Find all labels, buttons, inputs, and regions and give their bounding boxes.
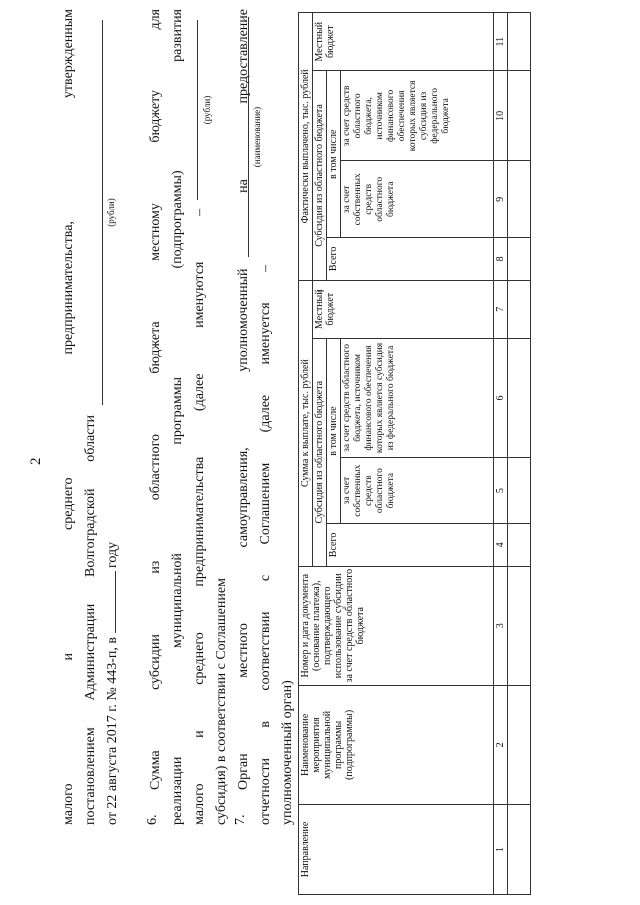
column-number: 3 [494, 566, 508, 685]
column-number: 2 [494, 685, 508, 804]
intro-word: и [61, 653, 76, 661]
intro-line-1 [58, 9, 80, 825]
year-blank [103, 571, 116, 633]
table-cell[interactable] [508, 161, 531, 238]
table-cell[interactable] [508, 338, 531, 457]
unit-note: (рубли) [202, 95, 212, 125]
table-cell[interactable] [508, 685, 531, 804]
header-own-funds: за счет собственных средств областного бюджета [341, 458, 494, 524]
item-6-number: 6. [145, 814, 160, 825]
item-6-line: Сумма субсидии из областного бюджета местному бюджету для [148, 9, 163, 790]
table-cell[interactable] [508, 524, 531, 566]
header-local-budget: Местный бюджет [313, 13, 494, 71]
column-number: 11 [494, 13, 508, 71]
intro-year-word: году [105, 541, 120, 568]
intro-word: среднего [61, 477, 76, 530]
item-7-number: 7. [233, 814, 248, 825]
header-including: в том числе [327, 338, 341, 523]
intro-line-2 [80, 415, 102, 825]
header-including: в том числе [327, 71, 341, 238]
amount-line [102, 20, 103, 405]
intro-word: области [83, 414, 98, 462]
column-number: 5 [494, 458, 508, 524]
column-number: 9 [494, 161, 508, 238]
column-number: 10 [494, 71, 508, 161]
name-note: (наименование) [252, 106, 262, 168]
header-own-funds: за счет собственных средств областного бюджета [341, 161, 494, 238]
intro-line-3 [102, 395, 124, 825]
name-line [248, 17, 249, 257]
intro-word: постановлением [83, 727, 98, 825]
table-cell[interactable] [508, 13, 531, 71]
item-6-line: реализации муниципальной программы (подпрограммы) развития [170, 9, 185, 825]
column-number-row [494, 13, 508, 895]
intro-word: Администрации [83, 603, 98, 701]
column-number: 4 [494, 524, 508, 566]
header-total: Всего [327, 238, 494, 280]
header-subsidy: Субсидия из областного бюджета [313, 338, 327, 566]
intro-word: Волгоградской [83, 488, 98, 577]
table-cell[interactable] [508, 280, 531, 338]
column-number: 6 [494, 338, 508, 457]
header-to-pay: Сумма к выплате, тыс. рублей [299, 280, 313, 566]
table-cell[interactable] [508, 71, 531, 161]
item-6-line: малого и среднего предпринимательства (далее именуются – [192, 209, 207, 825]
header-federal-funds: за счет средств областного бюджета, источником финансового обеспечения которых является субсидия из федерального бюджета [341, 71, 494, 161]
table-cell[interactable] [508, 804, 531, 894]
header-federal-funds: за счет средств областного бюджета, источником финансового обеспечения которых является субсидия из федерального бюджета [341, 338, 494, 457]
table-cell[interactable] [508, 458, 531, 524]
header-total: Всего [327, 524, 494, 566]
intro-word: предпринимательства, [61, 221, 76, 355]
intro-word: утвержденным [61, 8, 76, 99]
page-number: 2 [28, 457, 44, 465]
header-local-budget: Местный бюджет [313, 280, 494, 338]
report-table [298, 12, 531, 895]
amount-line [197, 20, 198, 200]
table-row [508, 13, 531, 895]
header-direction: Направление [299, 804, 494, 894]
item-7-line: уполномоченный орган) [280, 680, 295, 825]
item-6-line: субсидия) в соответствии с Соглашением [214, 578, 229, 825]
column-number: 7 [494, 280, 508, 338]
item-7-line: Орган местного самоуправления, уполномоченный на предоставление [236, 9, 251, 790]
header-paid: Фактически выплачено, тыс. рублей [299, 13, 313, 281]
intro-word: малого [61, 783, 76, 825]
table-cell[interactable] [508, 566, 531, 685]
item-7-line: отчетности в соответствии с Соглашением (далее именуется – [258, 265, 273, 825]
column-number: 8 [494, 238, 508, 280]
intro-date: от 22 августа 2017 г. № 443-п, в [105, 636, 120, 825]
table-cell[interactable] [508, 238, 531, 280]
unit-note: (рубли) [106, 198, 116, 227]
header-subsidy: Субсидия из областного бюджета [313, 71, 327, 280]
column-number: 1 [494, 804, 508, 894]
header-event: Наименование мероприятия муниципальной программы (подпрограммы) [299, 685, 494, 804]
header-document: Номер и дата документа (основание платежа), подтверждающего использование субсидии за счет средств областного бюджета [299, 566, 494, 685]
